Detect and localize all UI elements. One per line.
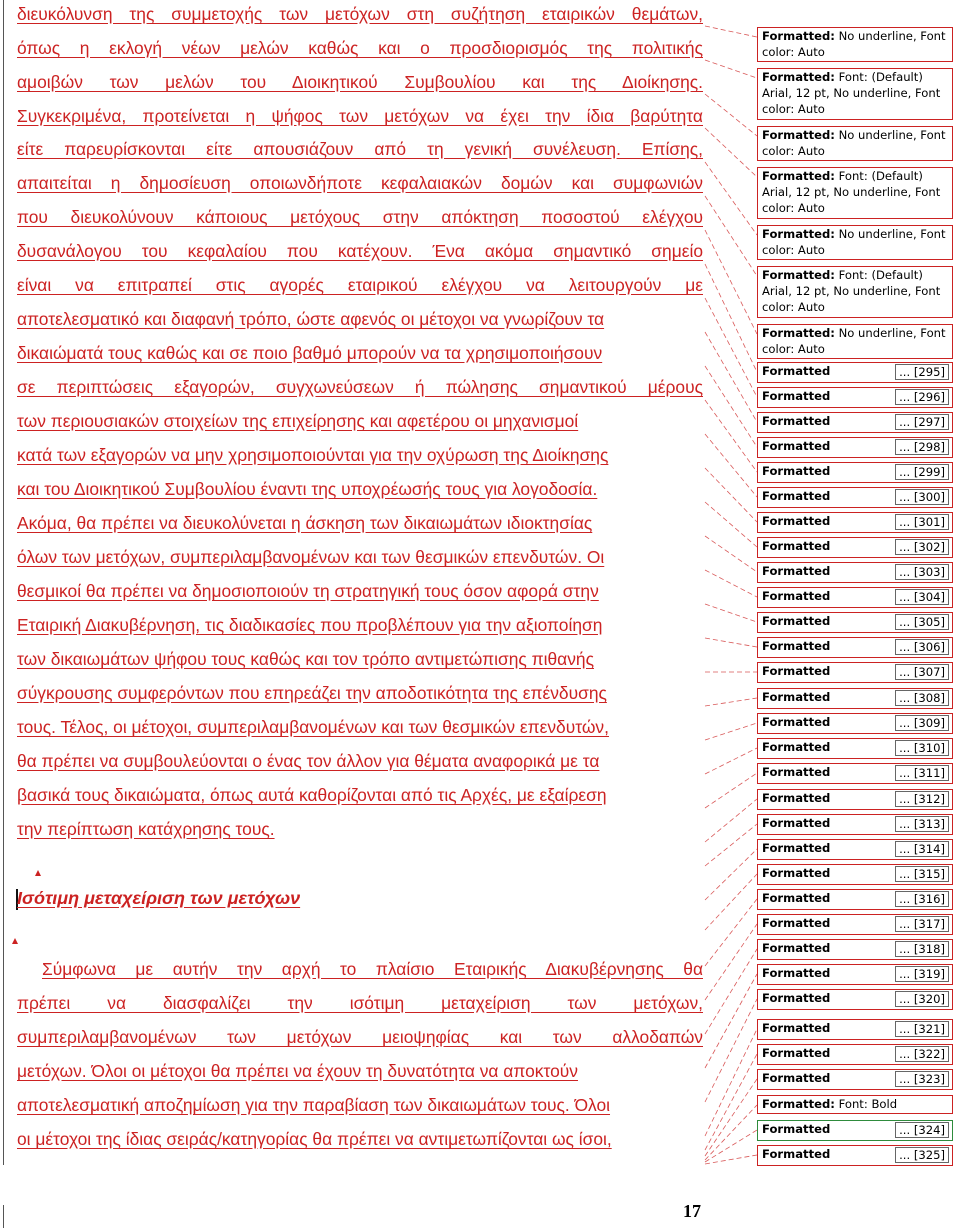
- paragraph-1-line[interactable]: την περίπτωση κατάχρησης τους.: [17, 819, 275, 839]
- paragraph-1-line[interactable]: σύγκρουσης συμφερόντων που επηρεάζει την αποδοτικότητα της επένδυσης: [17, 683, 607, 703]
- comment-balloon[interactable]: [757, 1120, 953, 1141]
- comment-label: Formatted: [762, 791, 831, 805]
- connector-line: [705, 824, 757, 866]
- comment-label: Formatted: [762, 1122, 831, 1136]
- comment-more-button[interactable]: ... [323]: [895, 1071, 949, 1087]
- paragraph-1-line[interactable]: είτε παρευρίσκονται είτε απουσιάζουν από τη γενική συνέλευση. Επίσης,: [17, 139, 703, 159]
- section-heading[interactable]: Ισότιμη μεταχείριση των μετόχων: [17, 888, 301, 908]
- connector-line: [705, 434, 757, 497]
- comment-label: Formatted:: [762, 1097, 835, 1111]
- comment-more-button[interactable]: ... [315]: [895, 866, 949, 882]
- comment-more-button[interactable]: ... [298]: [895, 439, 949, 455]
- comment-balloon[interactable]: [757, 738, 953, 759]
- comment-label: Formatted: [762, 489, 831, 503]
- comment-balloon[interactable]: [757, 612, 953, 633]
- comment-label: Formatted:: [762, 70, 835, 84]
- connector-line: [705, 468, 757, 522]
- comment-label: Formatted: [762, 916, 831, 930]
- comment-more-button[interactable]: ... [320]: [895, 991, 949, 1007]
- comment-more-button[interactable]: ... [297]: [895, 414, 949, 430]
- connector-line: [705, 298, 757, 397]
- connector-line: [705, 502, 757, 547]
- connector-line: [705, 874, 757, 930]
- comment-balloon[interactable]: [757, 964, 953, 985]
- comment-label: Formatted:: [762, 169, 835, 183]
- connector-line: [705, 26, 757, 37]
- comment-balloon[interactable]: [757, 537, 953, 558]
- comment-label: Formatted: [762, 941, 831, 955]
- comment-balloon[interactable]: [757, 1069, 953, 1090]
- comment-more-button[interactable]: ... [309]: [895, 715, 949, 731]
- comment-balloon[interactable]: [757, 989, 953, 1010]
- comment-balloon[interactable]: [757, 662, 953, 683]
- connector-line: [705, 536, 757, 572]
- connector-line: [705, 60, 757, 78]
- paragraph-1-line[interactable]: δυσανάλογου του κεφαλαίου που κατέχουν. Ένα ακόμα σημαντικό σημείο: [17, 241, 703, 261]
- comment-label: Formatted: [762, 439, 831, 453]
- comment-balloon[interactable]: [757, 637, 953, 658]
- comment-balloon[interactable]: [757, 1044, 953, 1065]
- comment-label: Formatted:: [762, 326, 835, 340]
- comment-detail: No underline, Font color: Auto: [762, 128, 946, 158]
- comment-label: Formatted:: [762, 29, 835, 43]
- comment-more-button[interactable]: ... [296]: [895, 389, 949, 405]
- comment-balloon[interactable]: [757, 814, 953, 835]
- comment-balloon[interactable]: [757, 587, 953, 608]
- comment-detail: Font: (Default) Arial, 12 pt, No underline, Font color: Auto: [762, 70, 941, 116]
- comment-label: Formatted: [762, 364, 831, 378]
- comment-more-button[interactable]: ... [312]: [895, 791, 949, 807]
- connector-line: [705, 799, 757, 842]
- comment-balloon[interactable]: [757, 839, 953, 860]
- comment-more-button[interactable]: ... [321]: [895, 1021, 949, 1037]
- paragraph-1-line[interactable]: δικαιώματά τους καθώς και σε ποιο βαθμό μπορούν να τα χρησιμοποιήσουν: [17, 343, 603, 363]
- comment-balloon[interactable]: [757, 324, 953, 359]
- comment-more-button[interactable]: ... [299]: [895, 464, 949, 480]
- paragraph-1-line[interactable]: διευκόλυνση της συμμετοχής των μετόχων στη συζήτηση εταιρικών θεμάτων,: [17, 4, 703, 24]
- connector-line: [705, 128, 757, 177]
- comment-label: Formatted: [762, 1021, 831, 1035]
- comment-more-button[interactable]: ... [310]: [895, 740, 949, 756]
- page-number: 17: [683, 1201, 701, 1221]
- paragraph-1-line[interactable]: Εταιρική Διακυβέρνηση, τις διαδικασίες που προβλέπουν για την αξιοποίηση: [17, 615, 603, 635]
- paragraph-1-line[interactable]: των περιουσιακών στοιχείων της επιχείρησης και αφετέρου οι μηχανισμοί: [17, 411, 579, 431]
- comment-label: Formatted: [762, 991, 831, 1005]
- comment-balloon[interactable]: [757, 462, 953, 483]
- comment-label: Formatted: [762, 514, 831, 528]
- connector-line: [705, 1079, 757, 1156]
- insertion-mark: [12, 938, 18, 944]
- comment-more-button[interactable]: ... [316]: [895, 891, 949, 907]
- comment-more-button[interactable]: ... [308]: [895, 690, 949, 706]
- comment-balloon[interactable]: [757, 266, 953, 318]
- comment-label: Formatted: [762, 715, 831, 729]
- comment-label: Formatted: [762, 816, 831, 830]
- paragraph-1-line[interactable]: αμοιβών των μελών του Διοικητικού Συμβουλίου και της Διοίκησης.: [17, 72, 703, 92]
- comment-balloon[interactable]: [757, 126, 953, 161]
- paragraph-1-line[interactable]: θα πρέπει να συμβουλεύονται ο ένας τον άλλον για θέματα αναφορικά με τα: [17, 751, 600, 771]
- comment-label: Formatted: [762, 690, 831, 704]
- comment-balloon[interactable]: [757, 362, 953, 383]
- comment-more-button[interactable]: ... [307]: [895, 664, 949, 680]
- connector-line: [705, 999, 757, 1102]
- connector-line: [705, 332, 757, 422]
- comment-balloon[interactable]: [757, 889, 953, 910]
- connector-line: [705, 400, 757, 472]
- paragraph-1-line[interactable]: που διευκολύνουν κάποιους μετόχους στην απόκτηση ποσοστού ελέγχου: [17, 207, 703, 227]
- paragraph-1-line[interactable]: αποτελεσματικό και διαφανή τρόπο, ώστε αφενός οι μέτοχοι να γνωρίζουν τα: [17, 309, 605, 329]
- paragraph-1-line[interactable]: όπως η εκλογή νέων μελών καθώς και ο προσδιορισμός της πολιτικής: [17, 38, 703, 58]
- comment-more-button[interactable]: ... [313]: [895, 816, 949, 832]
- comment-label: Formatted: [762, 1147, 831, 1161]
- connector-line: [705, 638, 757, 647]
- comment-balloon[interactable]: [757, 562, 953, 583]
- comment-balloon[interactable]: [757, 387, 953, 408]
- paragraph-2-line[interactable]: πρέπει να διασφαλίζει την ισότιμη μεταχείριση των μετόχων,: [17, 993, 703, 1013]
- comment-label: Formatted: [762, 866, 831, 880]
- paragraph-1-line[interactable]: και του Διοικητικού Συμβουλίου έναντι της υποχρέωσής τους για λογοδοσία.: [17, 479, 598, 499]
- comment-label: Formatted: [762, 614, 831, 628]
- comment-label: Formatted: [762, 740, 831, 754]
- connector-line: [705, 1155, 757, 1164]
- connector-line: [705, 773, 757, 808]
- connector-line: [705, 162, 757, 235]
- comment-detail: Font: (Default) Arial, 12 pt, No underline, Font color: Auto: [762, 268, 941, 314]
- paragraph-1-line[interactable]: θεσμικοί θα πρέπει να δημοσιοποιούν τη στρατηγική τους όσον αφορά στην: [17, 581, 599, 601]
- comment-label: Formatted: [762, 539, 831, 553]
- comment-more-button[interactable]: ... [301]: [895, 514, 949, 530]
- comment-more-button[interactable]: ... [302]: [895, 539, 949, 555]
- comment-more-button[interactable]: ... [324]: [895, 1122, 949, 1138]
- comment-balloon[interactable]: [757, 1095, 953, 1114]
- comment-more-button[interactable]: ... [300]: [895, 489, 949, 505]
- connector-line: [705, 94, 757, 136]
- comment-more-button[interactable]: ... [325]: [895, 1147, 949, 1163]
- connector-line: [705, 899, 757, 966]
- connector-line: [705, 1105, 757, 1160]
- comment-balloon[interactable]: [757, 27, 953, 62]
- comment-label: Formatted: [762, 765, 831, 779]
- comment-more-button[interactable]: ... [311]: [895, 765, 949, 781]
- comment-balloon[interactable]: [757, 487, 953, 508]
- comment-balloon[interactable]: [757, 939, 953, 960]
- connector-line: [705, 196, 757, 276]
- comment-more-button[interactable]: ... [322]: [895, 1046, 949, 1062]
- connector-line: [705, 849, 757, 900]
- paragraph-1-line[interactable]: σε περιπτώσεις εξαγορών, συγχωνεύσεων ή πώλησης σημαντικού μέρους: [17, 377, 703, 397]
- comment-detail: No underline, Font color: Auto: [762, 29, 946, 59]
- comment-more-button[interactable]: ... [319]: [895, 966, 949, 982]
- connector-line: [705, 366, 757, 447]
- connector-line: [705, 1029, 757, 1136]
- comment-label: Formatted: [762, 414, 831, 428]
- paragraph-2-line[interactable]: Σύμφωνα με αυτήν την αρχή το πλαίσιο Εταιρικής Διακυβέρνησης θα: [42, 959, 703, 979]
- comment-more-button[interactable]: ... [295]: [895, 364, 949, 380]
- comment-balloon[interactable]: [757, 1145, 953, 1166]
- comment-label: Formatted: [762, 1046, 831, 1060]
- comment-label: Formatted:: [762, 227, 835, 241]
- comment-more-button[interactable]: ... [317]: [895, 916, 949, 932]
- comment-label: Formatted: [762, 564, 831, 578]
- comment-label: Formatted: [762, 589, 831, 603]
- paragraph-1-line[interactable]: Ακόμα, θα πρέπει να διευκολύνεται η άσκηση των δικαιωμάτων ιδιοκτησίας: [17, 513, 593, 533]
- comment-more-button[interactable]: ... [314]: [895, 841, 949, 857]
- paragraph-1-line[interactable]: Συγκεκριμένα, προτείνεται η ψήφος των μετόχων να έχει την ίδια βαρύτητα: [17, 106, 703, 126]
- comment-balloon[interactable]: [757, 789, 953, 810]
- paragraph-2-line[interactable]: συμπεριλαμβανομένων των μετόχων μειοψηφίας και των αλλοδαπών: [17, 1027, 703, 1047]
- comment-balloon[interactable]: [757, 864, 953, 885]
- connector-line: [705, 974, 757, 1068]
- paragraph-1-line[interactable]: είναι να επιτραπεί στις αγορές εταιρικού ελέγχου να λειτουργούν με: [17, 275, 703, 295]
- comment-balloon[interactable]: [757, 225, 953, 260]
- comment-label: Formatted: [762, 891, 831, 905]
- connector-line: [705, 723, 757, 740]
- connector-line: [705, 570, 757, 597]
- comment-label: Formatted: [762, 841, 831, 855]
- comment-balloon[interactable]: [757, 167, 953, 219]
- comment-balloon[interactable]: [757, 914, 953, 935]
- connector-line: [705, 748, 757, 774]
- paragraph-2-line[interactable]: οι μέτοχοι της ίδιας σειράς/κατηγορίας θα πρέπει να αντιμετωπίζονται ως ίσοι,: [17, 1129, 612, 1149]
- comment-label: Formatted: [762, 1071, 831, 1085]
- connector-line: [705, 1054, 757, 1150]
- comment-balloon[interactable]: [757, 412, 953, 433]
- connector-line: [705, 698, 757, 706]
- connector-line: [705, 604, 757, 622]
- comment-more-button[interactable]: ... [303]: [895, 564, 949, 580]
- comment-detail: Font: Bold: [838, 1097, 898, 1111]
- connector-line: [705, 949, 757, 1034]
- paragraph-1-line[interactable]: απαιτείται η δημοσίευση οποιωνδήποτε κεφαλαιακών δομών και συμφωνιών: [17, 173, 703, 193]
- paragraph-1-line[interactable]: των δικαιωμάτων ψήφου τους καθώς και τον τρόπο αντιμετώπισης πιθανής: [17, 649, 594, 669]
- comment-balloon[interactable]: [757, 688, 953, 709]
- comment-detail: Font: (Default) Arial, 12 pt, No underline, Font color: Auto: [762, 169, 941, 215]
- comment-label: Formatted: [762, 664, 831, 678]
- comment-label: Formatted:: [762, 268, 835, 282]
- comment-more-button[interactable]: ... [304]: [895, 589, 949, 605]
- paragraph-2-line[interactable]: μετόχων. Όλοι οι μέτοχοι θα πρέπει να έχουν τη δυνατότητα να αποκτούν: [17, 1061, 578, 1081]
- comment-balloon[interactable]: [757, 763, 953, 784]
- insertion-mark: [35, 870, 41, 876]
- comment-label: Formatted: [762, 966, 831, 980]
- comment-detail: No underline, Font color: Auto: [762, 227, 946, 257]
- comment-balloon[interactable]: [757, 1019, 953, 1040]
- paragraph-1-line[interactable]: βασικά τους δικαιώματα, όπως αυτά καθορίζονται από τις Αρχές, με εξαίρεση: [17, 785, 607, 805]
- comment-label: Formatted:: [762, 128, 835, 142]
- comment-more-button[interactable]: ... [305]: [895, 614, 949, 630]
- comment-balloon[interactable]: [757, 437, 953, 458]
- paragraph-1-line[interactable]: κατά των εξαγορών να μην χρησιμοποιούνται για την οχύρωση της Διοίκησης: [17, 445, 609, 465]
- comment-label: Formatted: [762, 639, 831, 653]
- comment-balloon[interactable]: [757, 512, 953, 533]
- comment-label: Formatted: [762, 464, 831, 478]
- comment-more-button[interactable]: ... [306]: [895, 639, 949, 655]
- comment-balloon[interactable]: [757, 713, 953, 734]
- comment-more-button[interactable]: ... [318]: [895, 941, 949, 957]
- paragraph-1-line[interactable]: τους. Τέλος, οι μέτοχοι, συμπεριλαμβανομένων και των θεσμικών επενδυτών,: [17, 717, 609, 737]
- comment-detail: No underline, Font color: Auto: [762, 326, 946, 356]
- paragraph-2-line[interactable]: αποτελεσματική αποζημίωση για την παραβίαση των δικαιωμάτων τους. Όλοι: [17, 1095, 611, 1115]
- comment-balloon[interactable]: [757, 68, 953, 120]
- paragraph-1-line[interactable]: όλων των μετόχων, συμπεριλαμβανομένων και των θεσμικών επενδυτών. Οι: [17, 547, 605, 567]
- comment-label: Formatted: [762, 389, 831, 403]
